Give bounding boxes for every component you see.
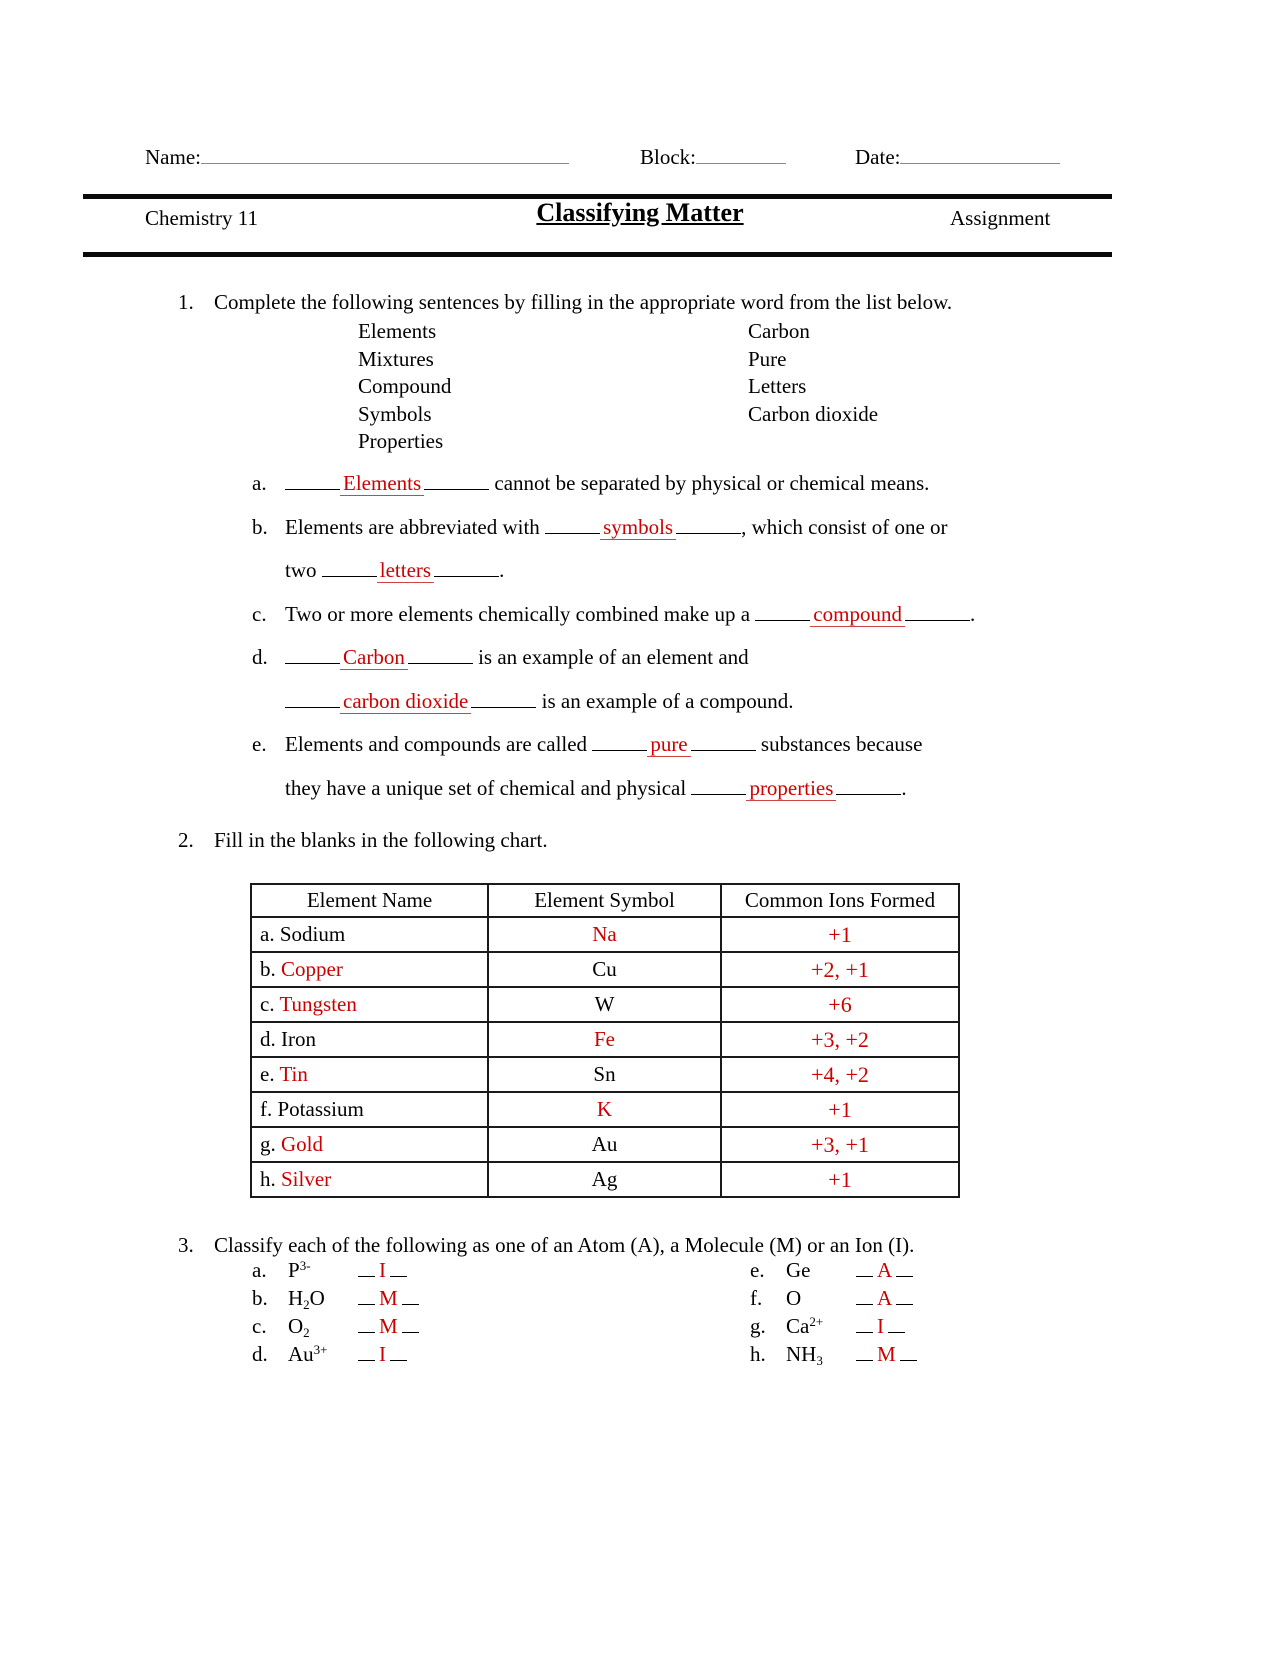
blank-line [592,736,647,751]
chemical-formula [288,1312,358,1343]
sentence-text: . [901,775,907,800]
blank-line [905,606,970,621]
element-symbol-cell: Fe [488,1022,721,1057]
formula-text: Au [288,1342,314,1366]
word-bank-item: Carbon [748,319,810,343]
element-name-cell [251,1127,488,1162]
table-row [251,1092,959,1127]
item-letter: d. [252,1342,268,1366]
sentence-text: Elements and compounds are called [285,732,593,757]
question1-number: 1. [178,290,194,314]
word-bank-item: Pure [748,346,787,371]
common-ions-cell: +6 [721,987,959,1022]
answer-letter: M [379,1314,398,1338]
answer-letter: I [877,1314,884,1338]
blank-line [358,1320,375,1333]
answer-letter: M [877,1342,896,1366]
table-column-header: Element Symbol [488,884,721,917]
fill-in-blank [285,645,473,670]
element-symbol-cell: Sn [488,1057,721,1092]
element-name-cell [251,1022,488,1057]
classification-right-column [750,1256,917,1368]
chemical-formula [288,1340,358,1371]
element-name: Potassium [277,1097,364,1121]
question2-number: 2. [178,828,194,852]
blank-line [545,519,600,534]
fill-in-blank [285,689,536,714]
blank-line [322,562,377,577]
blank-line [358,1264,375,1277]
element-symbol-cell: Ag [488,1162,721,1197]
answer-blank [856,1342,917,1366]
item-letter: e. [750,1258,765,1282]
elements-table [250,883,960,1198]
sentence-letter: c. [252,601,267,626]
classification-item [750,1284,917,1312]
row-letter: h. [260,1167,281,1191]
formula-text: O [288,1314,304,1338]
element-symbol-cell: Au [488,1127,721,1162]
blank-line [358,1348,375,1361]
chemical-formula [288,1256,358,1287]
element-name-cell [251,952,488,987]
sentence-text: is an example of an element and [472,645,749,670]
fill-in-blank [755,602,970,627]
word-bank-item: Elements [358,319,437,343]
common-ions-cell: +3, +2 [721,1022,959,1057]
date-blank-line [900,148,1060,164]
row-letter: d. [260,1027,281,1051]
question3-prompt: Classify each of the following as one of an Atom (A), a Molecule (M) or an Ion (I). [214,1233,915,1257]
element-symbol-cell: Na [488,917,721,952]
blank-answer: carbon dioxide [340,689,471,714]
blank-answer: Elements [340,471,424,496]
classification-item [252,1256,419,1284]
question3-heading [178,1233,914,1258]
table-row [251,1022,959,1057]
element-name: Silver [281,1167,332,1191]
formula-subscript: 2 [303,1297,310,1312]
element-name: Tin [279,1062,308,1086]
sentence-text: Elements are abbreviated with [285,514,546,539]
blank-line [856,1348,873,1361]
sentence-text: they have a unique set of chemical and physical [285,775,692,800]
word-bank-item: Carbon dioxide [748,401,879,426]
blank-line [900,1348,917,1361]
blank-answer: symbols [600,515,676,540]
sentence-letter: b. [252,514,268,539]
common-ions-cell: +4, +2 [721,1057,959,1092]
element-name-cell [251,1057,488,1092]
blank-line [676,519,741,534]
sentence-text: cannot be separated by physical or chemical means. [489,471,930,496]
formula-text: P [288,1258,300,1282]
blank-line [434,562,499,577]
blank-line [836,780,901,795]
answer-blank [856,1258,913,1282]
sentence-text: substances because [755,732,923,757]
sentence-text: is an example of a compound. [536,688,794,713]
table-header-row [251,884,959,917]
question1-prompt: Complete the following sentences by filling in the appropriate word from the list below. [214,290,953,314]
row-letter: c. [260,992,280,1016]
table-row [251,1057,959,1092]
formula-text: Ca [786,1314,810,1338]
classification-item [252,1284,419,1312]
sentence-letter: d. [252,645,268,670]
block-label: Block: [640,145,696,169]
question2-heading [178,828,548,853]
element-name: Sodium [279,922,346,946]
name-label: Name: [145,145,201,169]
blank-answer: properties [746,776,836,801]
answer-blank [856,1286,913,1310]
formula-superscript: 3- [299,1258,311,1273]
blank-line [856,1320,873,1333]
classification-item [750,1340,917,1368]
sentence-text: Two or more elements chemically combined make up a [285,601,756,626]
word-bank-item: Symbols [358,401,432,426]
table-row [251,917,959,952]
blank-answer: compound [810,602,905,627]
answer-blank [856,1314,905,1338]
date-field [855,145,1060,170]
chemical-formula [786,1284,856,1312]
fill-in-blank [592,732,755,757]
question1-heading [178,290,952,315]
sentence-line [252,462,1082,506]
fill-in-blank [285,471,489,496]
bottom-divider-rule [83,252,1112,257]
doc-type-label: Assignment [950,206,1051,230]
row-letter: e. [260,1062,280,1086]
answer-letter: A [877,1258,893,1282]
page-title: Classifying Matter [536,198,744,227]
chemical-formula [786,1312,856,1343]
element-symbol-cell: W [488,987,721,1022]
blank-line [856,1264,873,1277]
row-letter: g. [260,1132,281,1156]
blank-line [285,693,340,708]
word-bank-item: Letters [748,374,807,398]
chemical-formula [786,1340,856,1371]
block-field [640,145,786,170]
item-letter: b. [252,1286,268,1310]
sentence-text: two [285,558,322,583]
fill-in-blank [322,558,499,583]
row-letter: b. [260,957,281,981]
table-column-header: Element Name [251,884,488,917]
block-blank-line [696,148,786,164]
blank-line [402,1292,419,1305]
sentence-letter: a. [252,471,267,496]
answer-blank [358,1342,407,1366]
sentence-line [252,593,1082,637]
formula-superscript: 3+ [313,1342,328,1357]
common-ions-cell: +1 [721,917,959,952]
table-row [251,952,959,987]
sentence-text: , which consist of one or [741,514,948,539]
name-blank-line [201,148,569,164]
elements-table-wrap [250,883,960,1198]
answer-blank [358,1286,419,1310]
answer-letter: I [379,1342,386,1366]
classification-item [252,1312,419,1340]
formula-subscript: 3 [816,1353,823,1368]
formula-text: O [309,1286,325,1310]
element-name: Iron [281,1027,316,1051]
answer-letter: M [379,1286,398,1310]
word-bank-item: Compound [358,374,452,398]
sentence-text: . [499,558,505,583]
element-symbol-cell: K [488,1092,721,1127]
item-letter: c. [252,1314,267,1338]
common-ions-cell: +3, +1 [721,1127,959,1162]
sentence-text: . [969,601,976,626]
sentence-line [252,767,1082,811]
word-bank-item: Properties [358,429,444,453]
blank-answer: pure [647,732,690,757]
table-row [251,987,959,1022]
formula-subscript: 2 [303,1325,310,1340]
blank-line [390,1264,407,1277]
blank-line [896,1264,913,1277]
classification-item [750,1312,917,1340]
answer-letter: I [379,1258,386,1282]
blank-line [358,1292,375,1305]
blank-line [896,1292,913,1305]
formula-text: O [786,1286,802,1310]
blank-line [408,649,473,664]
word-bank-item: Mixtures [358,346,434,371]
element-name: Copper [281,957,343,981]
formula-superscript: 2+ [809,1314,824,1329]
row-letter: a. [260,922,280,946]
classification-left-column [252,1256,419,1368]
row-letter: f. [260,1097,278,1121]
element-symbol-cell: Cu [488,952,721,987]
sentence-line [252,506,1082,550]
sentence-letter: e. [252,732,267,757]
item-letter: f. [750,1286,763,1310]
word-bank-right-column [748,318,878,428]
question3-number: 3. [178,1233,194,1257]
element-name-cell [251,1162,488,1197]
blank-answer: Carbon [340,645,408,670]
blank-line [691,736,756,751]
word-bank-left-column [358,318,451,456]
course-label: Chemistry 11 [145,206,258,230]
blank-line [285,475,340,490]
name-field [145,145,569,170]
table-row [251,1127,959,1162]
classification-item [750,1256,917,1284]
blank-line [285,649,340,664]
common-ions-cell: +1 [721,1092,959,1127]
sentence-line [252,549,1082,593]
blank-line [390,1348,407,1361]
element-name-cell [251,987,488,1022]
item-letter: g. [750,1314,766,1338]
blank-line [424,475,489,490]
blank-line [691,780,746,795]
date-label: Date: [855,145,901,169]
common-ions-cell: +1 [721,1162,959,1197]
formula-text: Ge [786,1258,811,1282]
common-ions-cell: +2, +1 [721,952,959,987]
classification-item [252,1340,419,1368]
element-name: Tungsten [279,992,357,1016]
blank-line [471,693,536,708]
blank-line [888,1320,905,1333]
element-name-cell [251,917,488,952]
answer-blank [358,1314,419,1338]
blank-line [856,1292,873,1305]
sentence-line [252,680,1082,724]
blank-line [402,1320,419,1333]
formula-text: NH [786,1342,817,1366]
answer-letter: A [877,1286,893,1310]
table-column-header: Common Ions Formed [721,884,959,917]
item-letter: h. [750,1342,766,1366]
blank-answer: letters [377,558,434,583]
chemical-formula [786,1256,856,1284]
table-row [251,1162,959,1197]
sentence-line [252,636,1082,680]
item-letter: a. [252,1258,267,1282]
chemical-formula [288,1284,358,1315]
formula-text: H [288,1286,304,1310]
answer-blank [358,1258,407,1282]
element-name-cell [251,1092,488,1127]
question2-prompt: Fill in the blanks in the following chart. [214,828,548,852]
fill-in-blank [691,776,901,801]
fill-in-blank [545,515,741,540]
blank-line [755,606,810,621]
question1-sentences [252,462,1082,810]
element-name: Gold [281,1132,323,1156]
sentence-line [252,723,1082,767]
